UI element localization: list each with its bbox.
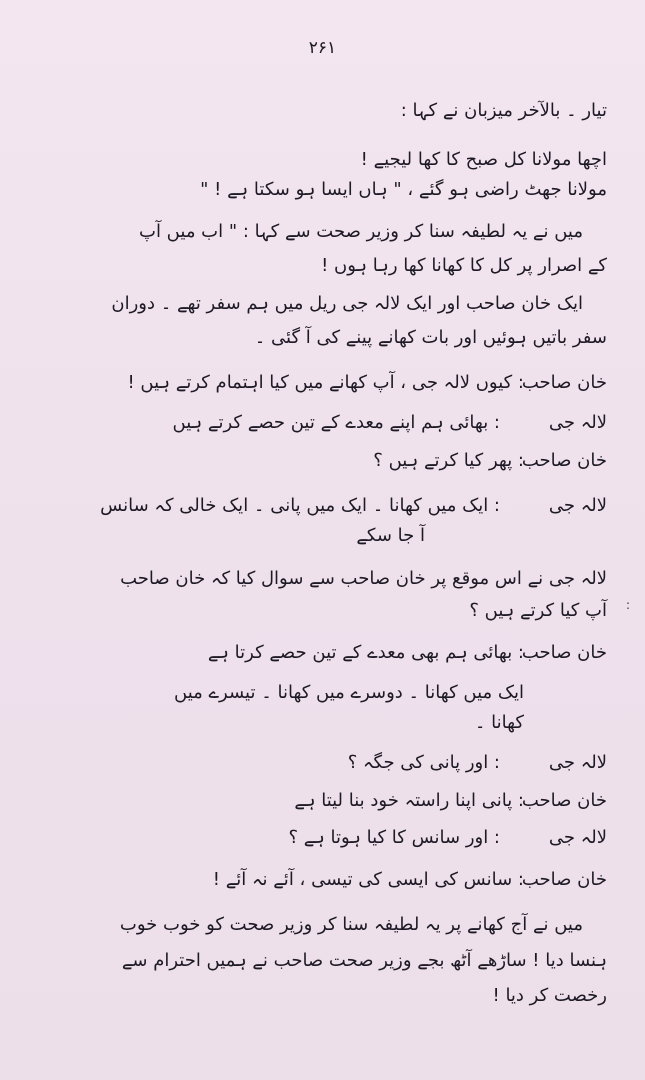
speaker-label: خان صاحب: [521, 372, 607, 393]
paragraph-line: میں نے یہ لطیفہ سنا کر وزیر صحت سے کہا : " اب میں آپ: [139, 221, 583, 242]
paragraph-line: آپ کیا کرتے ہیں ؟: [469, 600, 607, 621]
dialogue-line: : پانی اپنا راستہ خود بنا لیتا ہے: [294, 790, 524, 811]
paragraph-line: کے اصرار پر کل کا کھانا کھا رہا ہوں !: [321, 255, 607, 276]
paragraph-line: اچھا مولانا کل صبح کا کھا لیجیے !: [360, 149, 607, 170]
dialogue-line: : بھائی ہم اپنے معدے کے تین حصے کرتے ہیں: [172, 412, 500, 433]
paragraph-line: ایک خان صاحب اور ایک لالہ جی ریل میں ہم سفر تھے ۔ دوران: [111, 293, 583, 314]
speaker-label: خان صاحب: [521, 450, 607, 471]
dialogue-line: : ایک میں کھانا ۔ ایک میں پانی ۔ ایک خالی کہ سانس: [100, 495, 500, 516]
paragraph-line: لالہ جی نے اس موقع پر خان صاحب سے سوال کیا کہ خان صاحب: [120, 568, 607, 589]
margin-mark: :: [626, 598, 631, 612]
dialogue-line: : پھر کیا کرتے ہیں ؟: [373, 450, 524, 471]
speaker-label: لالہ جی: [548, 495, 607, 516]
dialogue-continuation: آ جا سکے: [356, 525, 425, 546]
speaker-label: خان صاحب: [521, 869, 607, 890]
dialogue-continuation: کھانا ۔: [474, 712, 524, 733]
speaker-label: خان صاحب: [521, 790, 607, 811]
speaker-label: لالہ جی: [548, 412, 607, 433]
paragraph-line: سفر باتیں ہوئیں اور بات کھانے پینے کی آ گئی ۔: [254, 327, 607, 348]
speaker-label: خان صاحب: [521, 642, 607, 663]
paragraph-line: میں نے آج کھانے پر یہ لطیفہ سنا کر وزیر صحت کو خوب خوب: [119, 914, 583, 935]
dialogue-line: : سانس کی ایسی کی تیسی ، آئے نہ آئے !: [212, 869, 524, 890]
dialogue-line: : بھائی ہم بھی معدے کے تین حصے کرتا ہے: [207, 642, 524, 663]
dialogue-line: : اور پانی کی جگہ ؟: [347, 752, 500, 773]
paragraph-line: مولانا جھٹ راضی ہو گئے ، " ہاں ایسا ہو سکتا ہے ! ": [200, 179, 607, 200]
dialogue-continuation: ایک میں کھانا ۔ دوسرے میں کھانا ۔ تیسرے میں: [174, 682, 524, 703]
speaker-label: لالہ جی: [548, 752, 607, 773]
dialogue-line: : اور سانس کا کیا ہوتا ہے ؟: [288, 827, 500, 848]
paragraph-line: رخصت کر دیا !: [492, 985, 607, 1006]
paragraph-line: ہنسا دیا ! ساڑھے آٹھ بجے وزیر صحت صاحب نے ہمیں احترام سے: [121, 950, 607, 971]
paragraph-line: تیار ۔ بالآخر میزبان نے کہا :: [400, 100, 607, 121]
dialogue-line: : کیوں لالہ جی ، آپ کھانے میں کیا اہتمام کرتے ہیں !: [127, 372, 524, 393]
page-number: ۲۶۱: [308, 38, 337, 58]
speaker-label: لالہ جی: [548, 827, 607, 848]
